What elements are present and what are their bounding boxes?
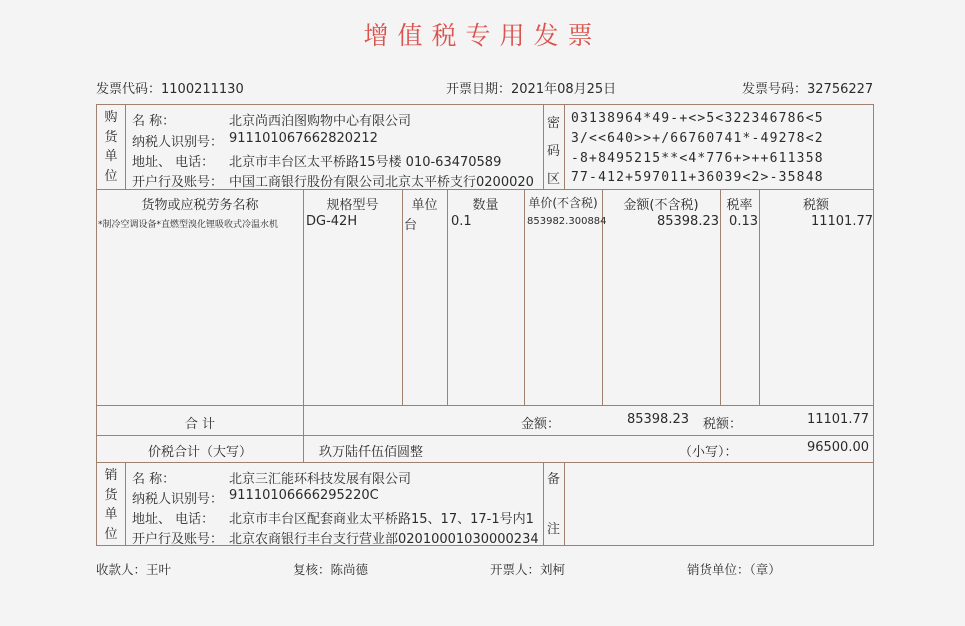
item-amount: 85398.23 [656, 214, 719, 229]
invoice-code-value: 1100211130 [161, 82, 244, 97]
cipher-side-char: 密 [546, 116, 560, 131]
grand-total-label: 价税合计（大写） [147, 445, 252, 460]
totals-amount: 85398.23 [626, 412, 689, 427]
remarks-side-char: 注 [546, 522, 560, 537]
header-unit: 单位 [411, 198, 438, 213]
seller-tax-id: 91110106666295220C [229, 488, 379, 503]
divider [97, 462, 873, 463]
buyer-side-char: 购 [104, 110, 118, 125]
item-rate: 0.13 [729, 214, 758, 229]
item-tax: 11101.77 [810, 214, 873, 229]
cipher-side-label [543, 110, 564, 194]
item-price: 853982.300884 [527, 216, 607, 227]
cipher-line: 03138964*49-+<>5<322346786<5 [571, 111, 824, 126]
payee [96, 560, 171, 578]
seller-address-label: 地址、 电话： [132, 512, 215, 527]
invoice-title: 增值税专用发票 [363, 21, 602, 50]
invoice-code-label: 发票代码： [96, 82, 162, 97]
buyer-side-char: 单 [104, 149, 118, 164]
totals-label: 合 计 [184, 417, 216, 432]
seller-tax-id-label: 纳税人识别号： [132, 492, 224, 507]
issuer-value: 刘柯 [540, 562, 566, 577]
cipher-line: -8+8495215**<4*776+>++611358 [571, 151, 824, 166]
buyer-side-label [97, 108, 125, 186]
buyer-bank-label: 开户行及账号： [132, 175, 224, 190]
totals-tax: 11101.77 [806, 412, 869, 427]
seller-side-char: 位 [104, 526, 118, 542]
divider [564, 105, 565, 189]
reviewer [293, 560, 368, 578]
seller-bank: 北京农商银行丰台支行营业部02010001030000234 [229, 532, 539, 547]
invoice-table [96, 104, 874, 546]
totals-amount-label: 金额： [521, 417, 561, 432]
header-rate: 税率 [726, 198, 753, 213]
buyer-name: 北京尚西泊图购物中心有限公司 [229, 114, 412, 129]
seller-side-label [97, 466, 125, 544]
divider [125, 462, 126, 546]
invoice-number [742, 78, 873, 97]
grand-total-small-label: （小写）： [679, 445, 738, 460]
header-price: 单价(不含税) [528, 196, 598, 210]
seller-side-char: 单 [104, 507, 118, 522]
item-name: *制冷空调设备*直燃型溴化锂吸收式冷温水机 [98, 220, 279, 230]
invoice-date-label: 开票日期： [446, 82, 512, 97]
item-unit: 台 [404, 218, 418, 233]
divider [303, 189, 304, 462]
invoice-date [446, 78, 616, 97]
cipher-side-char: 码 [546, 144, 560, 159]
divider [402, 189, 403, 405]
seller-side-char: 销 [104, 468, 118, 483]
header-spec: 规格型号 [326, 198, 379, 213]
divider [524, 189, 525, 405]
grand-total-amount: 96500.00 [806, 440, 869, 455]
remarks-side-label [543, 468, 564, 537]
payee-value: 王叶 [146, 562, 172, 577]
cipher-line: 3/<<640>>+/66760741*-49278<2 [571, 131, 824, 146]
grand-total-words: 玖万陆仟伍佰圆整 [319, 445, 424, 460]
buyer-side-char: 货 [104, 129, 118, 145]
divider [564, 462, 565, 546]
reviewer-value: 陈尚德 [330, 562, 369, 577]
payee-label: 收款人： [96, 562, 147, 577]
seller-address: 北京市丰台区配套商业太平桥路15、17、17-1号内1 [229, 512, 534, 527]
item-spec: DG-42H [306, 214, 358, 229]
divider [97, 435, 873, 436]
header-name: 货物或应税劳务名称 [141, 198, 259, 213]
buyer-name-label: 名 称： [132, 114, 176, 129]
buyer-address-label: 地址、 电话： [132, 155, 215, 170]
seller-side-char: 货 [104, 487, 118, 503]
invoice-number-label: 发票号码： [742, 82, 808, 97]
remarks-side-char: 备 [546, 472, 560, 487]
invoice-number-value: 32756227 [807, 82, 874, 97]
item-qty: 0.1 [451, 214, 472, 229]
invoice-code [96, 78, 244, 97]
reviewer-label: 复核： [293, 562, 331, 577]
divider [447, 189, 448, 405]
issuer-label: 开票人： [490, 562, 541, 577]
seller-name-label: 名 称： [132, 472, 176, 487]
buyer-side-char: 位 [104, 168, 118, 184]
seller-name: 北京三汇能环科技发展有限公司 [229, 472, 412, 487]
header-qty: 数量 [472, 198, 499, 213]
header-tax: 税额 [802, 198, 829, 213]
issuer [490, 560, 565, 578]
buyer-tax-id: 911101067662820212 [229, 131, 378, 146]
divider [97, 405, 873, 406]
buyer-address: 北京市丰台区太平桥路15号楼 010-63470589 [229, 155, 502, 170]
divider [125, 105, 126, 189]
buyer-tax-id-label: 纳税人识别号： [132, 135, 224, 150]
buyer-bank: 中国工商银行股份有限公司北京太平桥支行0200020 [229, 175, 534, 190]
cipher-side-char: 区 [546, 172, 560, 187]
seller-seal: 销货单位：（章） [687, 562, 781, 577]
header-amount: 金额(不含税) [623, 198, 699, 213]
invoice-date-value: 2021年08月25日 [511, 82, 617, 97]
cipher-line: 77-412+597011+36039<2>-35848 [571, 170, 824, 185]
seller-bank-label: 开户行及账号： [132, 532, 224, 547]
totals-tax-label: 税额： [703, 417, 743, 432]
